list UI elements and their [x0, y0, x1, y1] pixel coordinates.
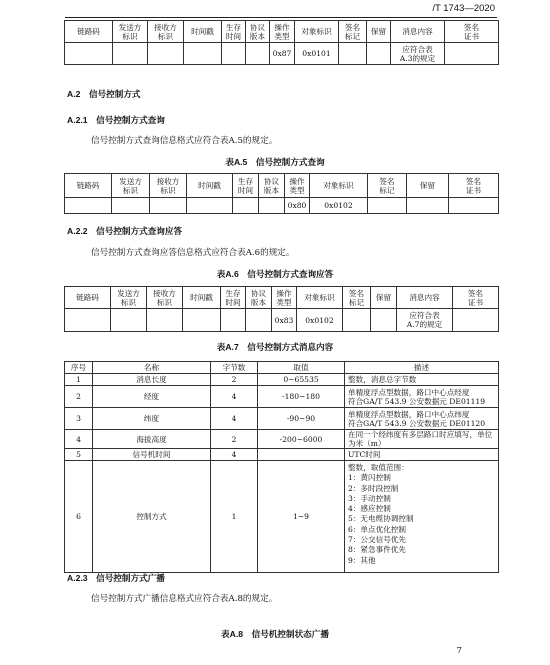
- column-header: 签名 证书: [445, 21, 499, 43]
- table-row: [65, 386, 499, 408]
- table-cell: [221, 309, 246, 332]
- document-id: /T 1743—2020: [432, 3, 495, 14]
- table-cell: 5: [65, 449, 93, 461]
- table-cell: 应符合表 A.3的规定: [391, 43, 445, 65]
- column-header: 描述: [345, 362, 499, 374]
- table-cell: [184, 43, 222, 65]
- column-header: 接收方 标识: [148, 21, 184, 43]
- table-cell: 2: [65, 386, 93, 408]
- column-header: 协议 版本: [246, 287, 272, 309]
- table-row: [65, 461, 499, 573]
- column-header: 签名 标记: [368, 174, 407, 198]
- table-cell: 4: [211, 386, 258, 408]
- table-header-row: [65, 362, 499, 374]
- table-cell: [147, 309, 183, 332]
- table-row: [65, 449, 499, 461]
- column-header: 时间戳: [184, 21, 222, 43]
- section-text-a21: 信号控制方式查询信息格式应符合表A.5的规定。: [91, 136, 278, 146]
- column-header: 保留: [407, 174, 449, 198]
- column-header: 对象标识: [297, 287, 343, 309]
- table-row: [65, 309, 499, 332]
- table-cell: [246, 309, 272, 332]
- table-cell: [371, 309, 397, 332]
- column-header: 消息内容: [391, 21, 445, 43]
- table-cell: 信号机时间: [93, 449, 211, 461]
- table-row: [65, 430, 499, 449]
- section-text-a22: 信号控制方式查询应答信息格式应符合表A.6的规定。: [91, 248, 295, 258]
- column-header: 发送方 标识: [112, 174, 150, 198]
- table-header-row: [65, 21, 499, 43]
- table-cell: 0x0102: [310, 198, 368, 214]
- column-header: 对象标识: [295, 21, 339, 43]
- column-header: 链路码: [65, 174, 112, 198]
- table-cell: [246, 43, 270, 65]
- table-a7: [64, 361, 499, 573]
- table-cell: [339, 43, 367, 65]
- table-cell: 单精度浮点型数据，路口中心点经度 符合GA/T 543.9 公安数据元 DE01119: [345, 386, 499, 408]
- column-header: 取值: [258, 362, 345, 374]
- column-header: 字节数: [211, 362, 258, 374]
- page-number: 7: [456, 646, 462, 656]
- table-cell: 控制方式: [93, 461, 211, 573]
- table-a5: [64, 173, 499, 214]
- table-row: [65, 198, 499, 214]
- table-cell: [258, 449, 345, 461]
- table-cell: [259, 198, 285, 214]
- table-cell: 6: [65, 461, 93, 573]
- column-header: 对象标识: [310, 174, 368, 198]
- table-cell: 4: [211, 449, 258, 461]
- table-caption-a5: 表A.5 信号控制方式查询: [225, 157, 325, 167]
- column-header: 链路码: [65, 21, 113, 43]
- table-cell: 0x80: [285, 198, 310, 214]
- table-caption-a6: 表A.6 信号控制方式查询应答: [216, 269, 334, 279]
- table-cell: 1: [65, 374, 93, 386]
- table-cell: 在同一个经纬度有多层路口时应填写，单位为米（m）: [345, 430, 499, 449]
- table-cell: 整数，消息总字节数: [345, 374, 499, 386]
- table-cell: 4: [211, 408, 258, 430]
- table-row: [65, 374, 499, 386]
- table-a6: [64, 286, 499, 332]
- table-cell: 2: [211, 374, 258, 386]
- table-cell: [112, 198, 150, 214]
- table-cell: 4: [65, 430, 93, 449]
- column-header: 接收方 标识: [147, 287, 183, 309]
- table-cell: [343, 309, 371, 332]
- table-cell: 0x0101: [295, 43, 339, 65]
- column-header: 签名 标记: [339, 21, 367, 43]
- column-header: 保留: [367, 21, 391, 43]
- table-cell: 单精度浮点型数据，路口中心点纬度 符合GA/T 543.9 公安数据元 DE01120: [345, 408, 499, 430]
- table-cell: [222, 43, 246, 65]
- table-cell: 1~9: [258, 461, 345, 573]
- table-cell: [449, 198, 499, 214]
- table-cell: 0x87: [270, 43, 295, 65]
- table-caption-a8: 表A.8 信号机控制状态广播: [221, 629, 329, 639]
- table-cell: -180~180: [258, 386, 345, 408]
- column-header: 消息内容: [397, 287, 453, 309]
- table-cell: -200~6000: [258, 430, 345, 449]
- table-cell: [113, 43, 148, 65]
- column-header: 操作 类型: [272, 287, 297, 309]
- column-header: 协议 版本: [246, 21, 270, 43]
- table-cell: 0x83: [272, 309, 297, 332]
- table-cell: [150, 198, 187, 214]
- column-header: 操作 类型: [270, 21, 295, 43]
- table-cell: [453, 309, 499, 332]
- table-cell: 经度: [93, 386, 211, 408]
- column-header: 生存 时间: [221, 287, 246, 309]
- table-cell: [183, 309, 221, 332]
- column-header: 接收方 标识: [150, 174, 187, 198]
- table-cell: [65, 309, 111, 332]
- column-header: 操作 类型: [285, 174, 310, 198]
- section-text-a23: 信号控制方式广播信息格式应符合表A.8的规定。: [91, 594, 278, 604]
- column-header: 生存 时间: [233, 174, 259, 198]
- table-cell: [445, 43, 499, 65]
- table-header-row: [65, 174, 499, 198]
- table-cell: 0x0102: [297, 309, 343, 332]
- table-row: [65, 43, 499, 65]
- table-cell: 0~65535: [258, 374, 345, 386]
- table-cell: 纬度: [93, 408, 211, 430]
- table-cell: 2: [211, 430, 258, 449]
- table-cell: UTC时间: [345, 449, 499, 461]
- column-header: 生存 时间: [222, 21, 246, 43]
- table-cell: [367, 43, 391, 65]
- table-row: [65, 408, 499, 430]
- table-cell: 消息长度: [93, 374, 211, 386]
- table-cell: 整数，取值范围： 1：黄闪控制 2：多时段控制 3：手动控制 4：感应控制 5：无电缆协调控制 6：单点优化控制 7：公交信号优先 8：紧急事件优先 9：其他: [345, 461, 499, 573]
- table-cell: [65, 198, 112, 214]
- column-header: 协议 版本: [259, 174, 285, 198]
- column-header: 签名 证书: [453, 287, 499, 309]
- table-cell: [65, 43, 113, 65]
- section-heading-a21: A.2.1 信号控制方式查询: [67, 115, 165, 125]
- table-cell: [368, 198, 407, 214]
- column-header: 发送方 标识: [113, 21, 148, 43]
- column-header: 名称: [93, 362, 211, 374]
- column-header: 时间戳: [187, 174, 233, 198]
- column-header: 保留: [371, 287, 397, 309]
- table-cell: 1: [211, 461, 258, 573]
- table-cell: -90~90: [258, 408, 345, 430]
- column-header: 链路码: [65, 287, 111, 309]
- table-cell: [407, 198, 449, 214]
- table-cell: 3: [65, 408, 93, 430]
- table-cell: 海拔高度: [93, 430, 211, 449]
- table-header-row: [65, 287, 499, 309]
- header-rule: [65, 17, 497, 18]
- table-cell: [148, 43, 184, 65]
- column-header: 签名 证书: [449, 174, 499, 198]
- table-cell: [233, 198, 259, 214]
- column-header: 签名 标记: [343, 287, 371, 309]
- column-header: 时间戳: [183, 287, 221, 309]
- section-heading-a23: A.2.3 信号控制方式广播: [67, 573, 165, 583]
- table-cell: 应符合表 A.7的规定: [397, 309, 453, 332]
- table-cell: [111, 309, 147, 332]
- column-header: 发送方 标识: [111, 287, 147, 309]
- column-header: 序号: [65, 362, 93, 374]
- section-heading-a22: A.2.2 信号控制方式查询应答: [67, 226, 183, 236]
- continued-table: [64, 20, 499, 65]
- table-cell: [187, 198, 233, 214]
- table-caption-a7: 表A.7 信号控制方式消息内容: [216, 342, 334, 352]
- section-heading-a2: A.2 信号控制方式: [67, 89, 141, 99]
